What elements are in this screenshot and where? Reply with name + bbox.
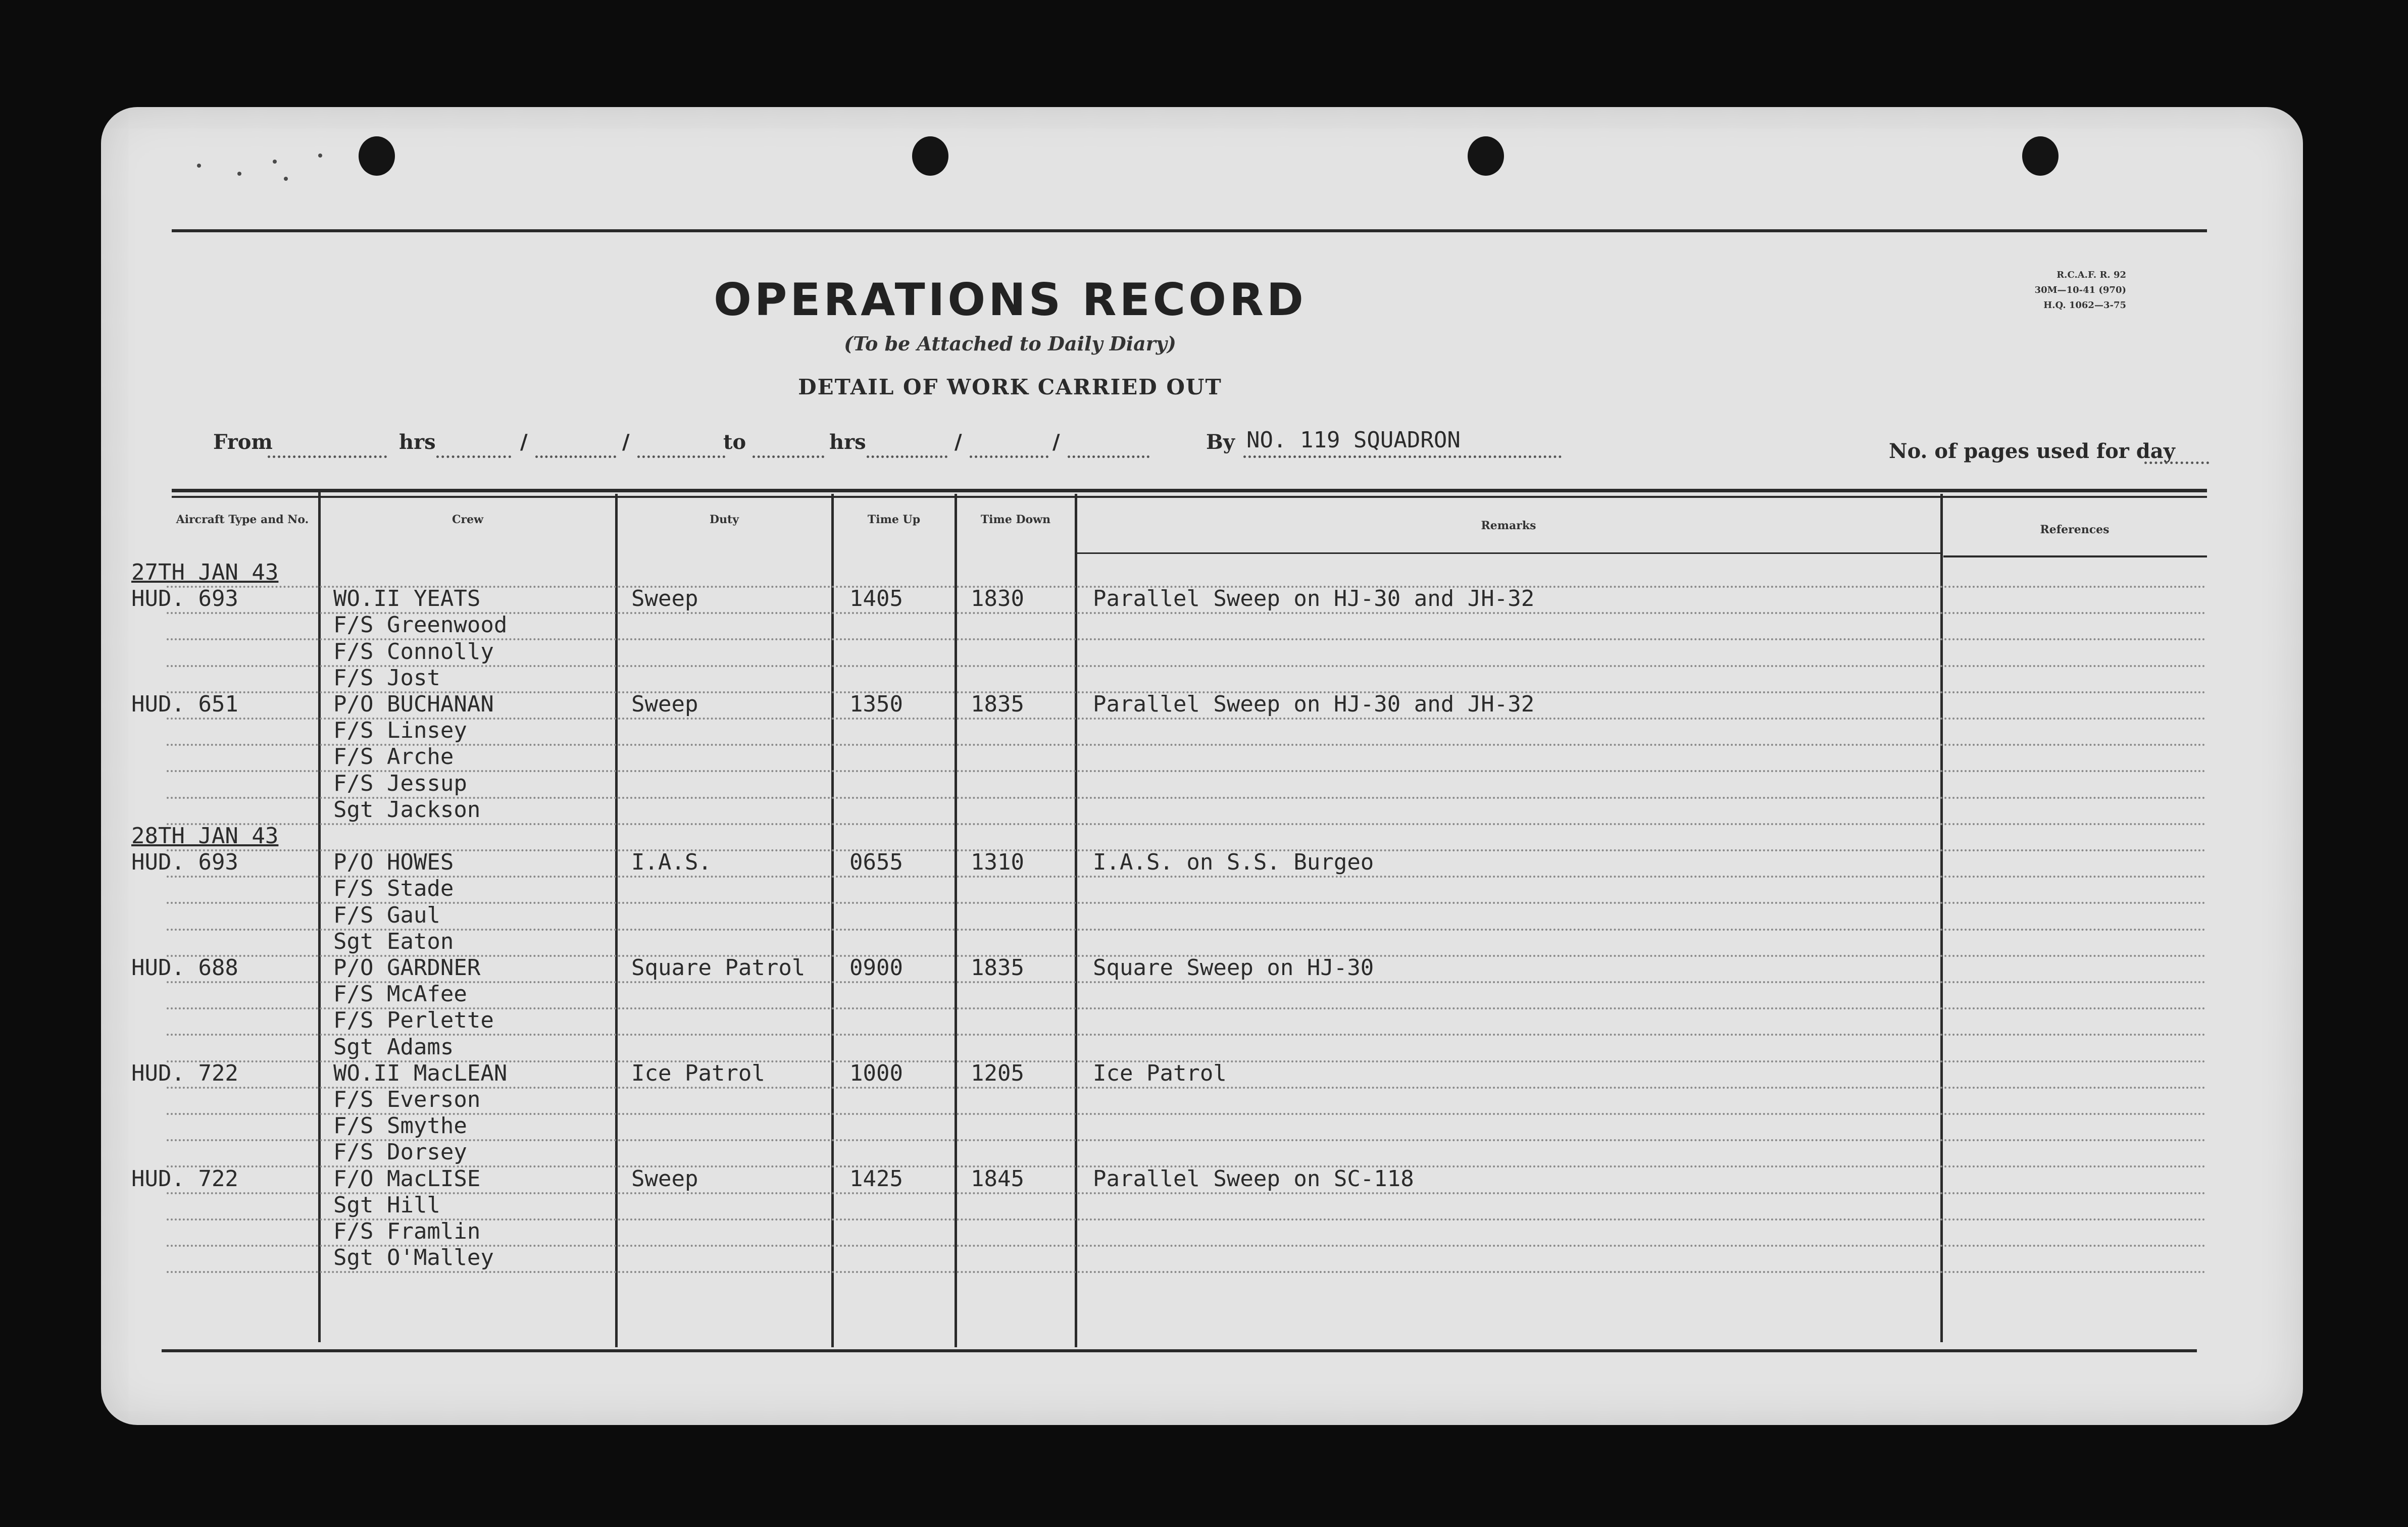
crew-cell: F/S Framlin (333, 1218, 481, 1244)
time-up-cell: 0900 (849, 955, 903, 981)
crew-cell: P/O HOWES (333, 849, 454, 876)
slash: / (520, 430, 528, 454)
row-rule (167, 718, 2207, 720)
time-up-cell: 1425 (849, 1165, 903, 1192)
punch-hole (359, 136, 395, 176)
col-header-time-up: Time Up (867, 513, 921, 526)
row-rule (167, 929, 2207, 931)
row-rule (167, 1113, 2207, 1115)
crew-cell: F/S Jost (333, 665, 440, 691)
detail-heading: DETAIL OF WORK CARRIED OUT (798, 375, 1222, 399)
crew-cell: F/S McAfee (333, 981, 467, 1007)
crew-cell: F/S Stade (333, 876, 454, 902)
row-rule (167, 1034, 2207, 1036)
paper-speck (284, 177, 288, 181)
crew-cell: F/O MacLISE (333, 1165, 481, 1192)
pages-used-blank (2144, 462, 2209, 464)
duty-cell: Sweep (631, 586, 698, 612)
row-rule (167, 902, 2207, 904)
month-blank (1068, 455, 1149, 458)
col-divider (318, 491, 321, 1342)
form-title: OPERATIONS RECORD (714, 274, 1307, 326)
crew-cell: Sgt O'Malley (333, 1245, 494, 1271)
day-blank (535, 455, 616, 458)
month-blank (637, 455, 725, 458)
row-rule (167, 744, 2207, 746)
paper-speck (197, 164, 201, 168)
squadron-name: NO. 119 SQUADRON (1246, 427, 1461, 453)
time-down-cell: 1310 (971, 849, 1024, 876)
form-subtitle: (To be Attached to Daily Diary) (844, 332, 1176, 355)
time-up-cell: 1350 (849, 691, 903, 717)
col-header-references: References (2040, 523, 2110, 536)
crew-cell: F/S Everson (333, 1087, 481, 1112)
hrs-blank (436, 455, 511, 458)
time-down-cell: 1835 (971, 691, 1024, 717)
slash: / (622, 430, 630, 454)
hrs-label: hrs (399, 430, 436, 454)
col-header-duty: Duty (709, 513, 739, 526)
crew-cell: F/S Arche (333, 744, 454, 770)
crew-cell: P/O GARDNER (333, 955, 481, 981)
hrs-blank (867, 455, 947, 458)
table-bottom-rule (162, 1349, 2197, 1352)
crew-cell: F/S Perlette (333, 1007, 494, 1034)
references-header-rule (1943, 555, 2207, 557)
crew-cell: Sgt Adams (333, 1034, 454, 1060)
time-up-cell: 1405 (849, 586, 903, 612)
remarks-cell: Parallel Sweep on SC-118 (1093, 1165, 1414, 1192)
col-header-crew: Crew (451, 513, 484, 526)
aircraft-cell: HUD. 722 (131, 1060, 238, 1086)
remarks-cell: Parallel Sweep on HJ-30 and JH-32 (1093, 586, 1535, 612)
remarks-header-rule (1076, 552, 1941, 554)
crew-cell: Sgt Jackson (333, 796, 481, 823)
crew-cell: F/S Greenwood (333, 612, 508, 638)
paper-speck (318, 154, 322, 158)
from-label: From (213, 430, 273, 454)
top-rule (172, 229, 2207, 232)
col-header-remarks: Remarks (1481, 519, 1536, 532)
pages-used-label: No. of pages used for day (1889, 439, 2175, 463)
crew-cell: F/S Smythe (333, 1113, 467, 1139)
aircraft-cell: HUD. 693 (131, 586, 238, 612)
crew-cell: F/S Gaul (333, 902, 440, 928)
duty-cell: I.A.S. (631, 849, 712, 876)
paper-speck (273, 160, 277, 164)
duty-cell: Square Patrol (631, 955, 806, 981)
row-rule (167, 876, 2207, 878)
row-rule (167, 823, 2207, 825)
col-header-time-down: Time Down (980, 513, 1051, 526)
day-blank (970, 455, 1048, 458)
aircraft-cell: HUD. 693 (131, 849, 238, 876)
crew-cell: F/S Jessup (333, 770, 467, 796)
punch-hole (912, 136, 948, 176)
form-code-line: 30M—10-41 (970) (2034, 285, 2126, 295)
time-down-cell: 1845 (971, 1165, 1024, 1192)
crew-cell: F/S Linsey (333, 718, 467, 744)
row-rule (167, 1271, 2207, 1273)
row-rule (167, 665, 2207, 667)
from-blank (268, 455, 387, 458)
remarks-cell: Parallel Sweep on HJ-30 and JH-32 (1093, 691, 1535, 717)
crew-cell: Sgt Hill (333, 1192, 440, 1218)
form-code-line: H.Q. 1062—3-75 (2043, 300, 2126, 311)
paper-speck (237, 172, 241, 176)
aircraft-cell: HUD. 688 (131, 955, 238, 981)
crew-cell: F/S Dorsey (333, 1139, 467, 1165)
record-card (101, 107, 2303, 1425)
punch-hole (1468, 136, 1504, 176)
aircraft-cell: HUD. 722 (131, 1165, 238, 1192)
remarks-cell: I.A.S. on S.S. Burgeo (1093, 849, 1374, 876)
slash: / (1052, 430, 1060, 454)
row-rule (167, 770, 2207, 772)
time-up-cell: 1000 (849, 1060, 903, 1086)
time-down-cell: 1205 (971, 1060, 1024, 1086)
by-label: By (1206, 430, 1235, 454)
remarks-cell: Square Sweep on HJ-30 (1093, 955, 1374, 981)
remarks-cell: Ice Patrol (1093, 1060, 1227, 1086)
duty-cell: Ice Patrol (631, 1060, 765, 1086)
crew-cell: WO.II YEATS (333, 586, 481, 612)
crew-cell: Sgt Eaton (333, 928, 454, 954)
to-label: to (723, 430, 746, 454)
row-rule (167, 981, 2207, 983)
col-divider (1940, 494, 1943, 1342)
col-header-aircraft: Aircraft Type and No. (176, 513, 309, 526)
crew-cell: F/S Connolly (333, 638, 494, 665)
crew-cell: P/O BUCHANAN (333, 691, 494, 717)
table-top-rule (172, 489, 2207, 492)
time-down-cell: 1830 (971, 586, 1024, 612)
date-heading: 27TH JAN 43 (131, 559, 279, 585)
row-rule (167, 1139, 2207, 1141)
time-up-cell: 0655 (849, 849, 903, 876)
row-rule (167, 1192, 2207, 1194)
duty-cell: Sweep (631, 1165, 698, 1192)
form-code (2010, 268, 2126, 313)
date-heading: 28TH JAN 43 (131, 823, 279, 849)
form-code-line: R.C.A.F. R. 92 (2056, 270, 2126, 280)
table-top-rule-inner (172, 496, 2207, 498)
hrs-label: hrs (829, 430, 866, 454)
to-blank (752, 455, 824, 458)
aircraft-cell: HUD. 651 (131, 691, 238, 717)
punch-hole (2022, 136, 2059, 176)
by-blank (1243, 455, 1562, 458)
time-down-cell: 1835 (971, 955, 1024, 981)
crew-cell: WO.II MacLEAN (333, 1060, 508, 1086)
slash: / (955, 430, 962, 454)
duty-cell: Sweep (631, 691, 698, 717)
